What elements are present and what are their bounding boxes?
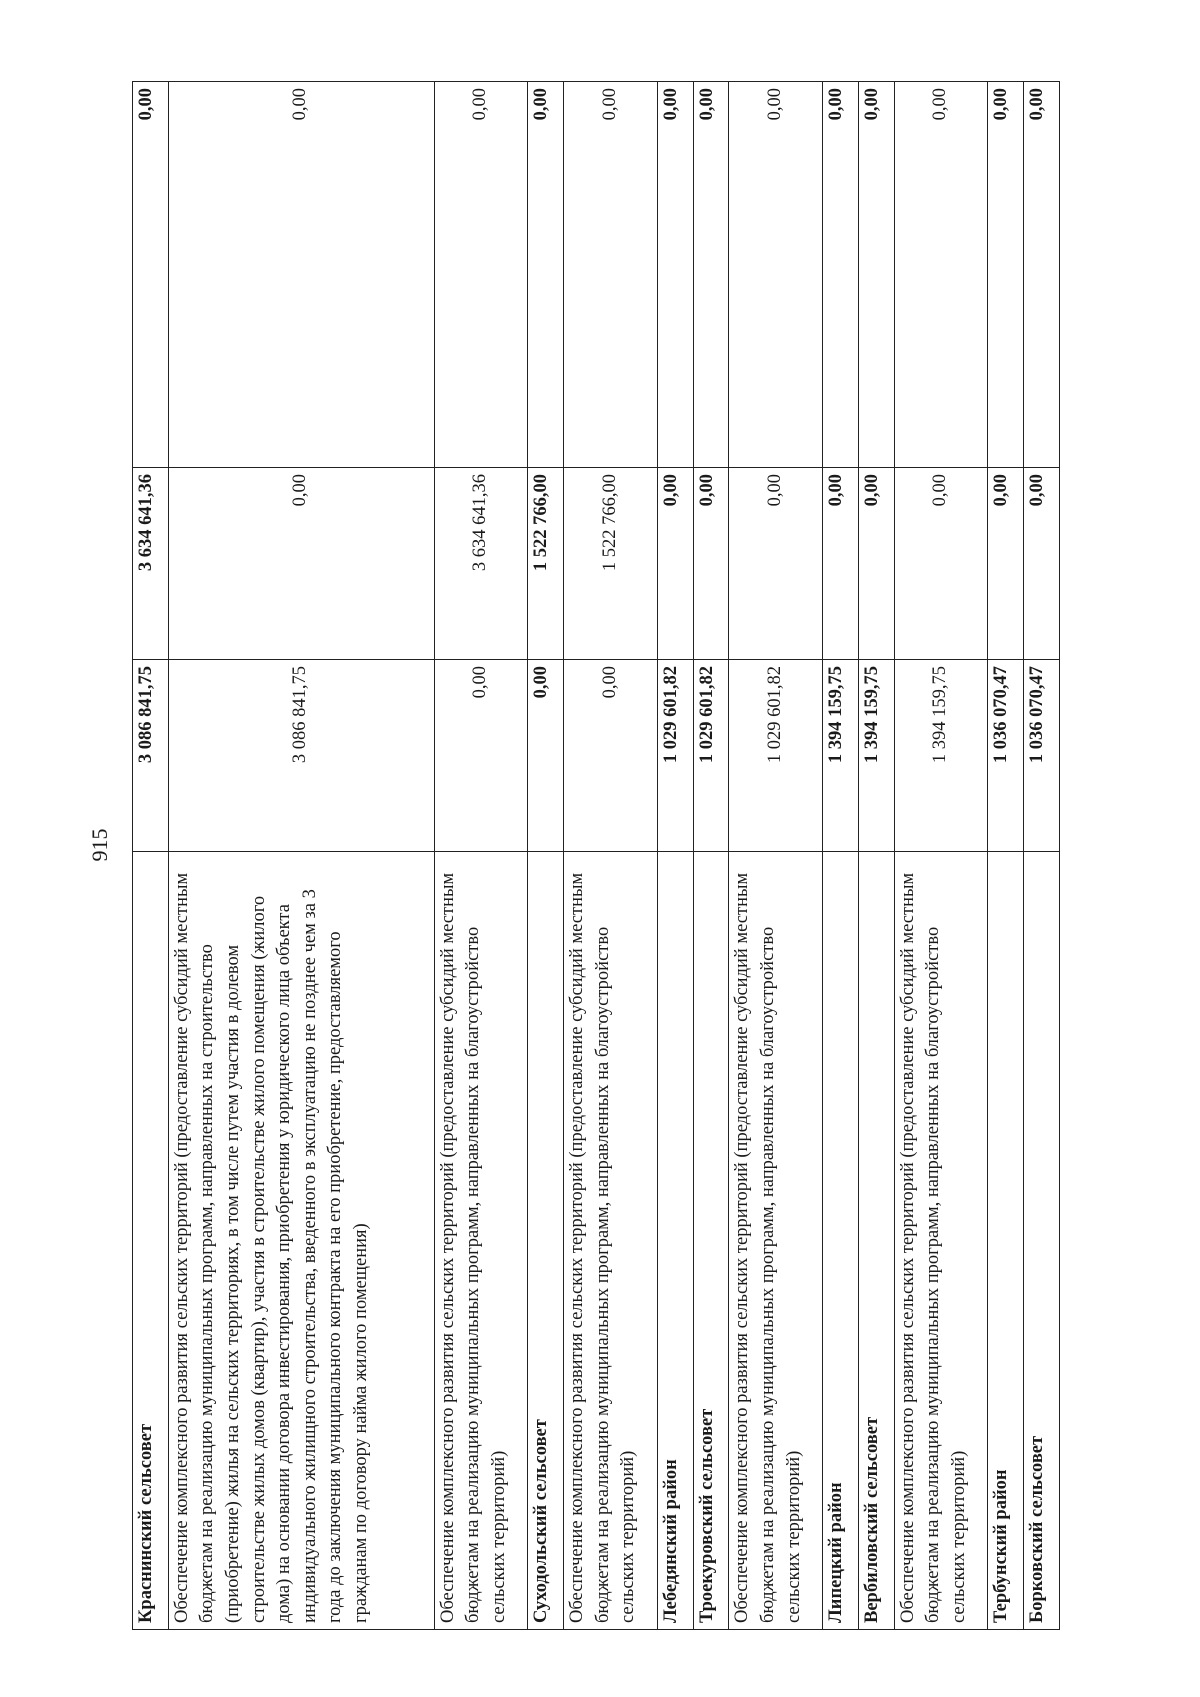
row-value-2: 1 522 766,00 [564,468,658,660]
row-value-2: 0,00 [729,468,823,660]
row-value-3: 0,00 [657,82,693,468]
row-name: Липецкий район [823,852,859,1630]
row-name: Суходольский сельсовет [528,852,564,1630]
row-value-3: 0,00 [693,82,729,468]
table-row [894,82,988,1630]
row-value-3: 0,00 [168,82,434,468]
row-value-1: 0,00 [528,660,564,852]
row-value-1: 3 086 841,75 [133,660,169,852]
row-name: Обеспечение комплексного развития сельских территорий (предоставление субсидий местным бюджетам на реализацию муниципальных программ, направленных на благоустройство сельских территорий) [434,852,528,1630]
table-row [657,82,693,1630]
row-value-2: 0,00 [823,468,859,660]
row-name: Краснинский сельсовет [133,852,169,1630]
row-name: Троекуровский сельсовет [693,852,729,1630]
row-value-1: 1 394 159,75 [858,660,894,852]
page-number: 915 [87,828,112,862]
row-value-3: 0,00 [434,82,528,468]
row-name: Борковский сельсовет [1024,852,1060,1630]
table-row [434,82,528,1630]
budget-table [132,81,1060,1630]
row-value-3: 0,00 [894,82,988,468]
row-value-2: 0,00 [858,468,894,660]
row-value-1: 3 086 841,75 [168,660,434,852]
row-name: Тербунский район [988,852,1024,1630]
table-row [1024,82,1060,1630]
row-value-3: 0,00 [133,82,169,468]
row-value-3: 0,00 [729,82,823,468]
row-value-2: 0,00 [693,468,729,660]
row-name: Обеспечение комплексного развития сельских территорий (предоставление субсидий местным бюджетам на реализацию муниципальных программ, направленных на строительство (приобретение) жилья на сельских территориях, в том числе путем участия в долевом строительстве жилых домов (квартир), участия в строительстве жилого помещения (жилого дома) на основании договора инвестирования, приобретения у юридического лица объекта индивидуального жилищного строительства, введенного в эксплуатацию не позднее чем за 3 года до заключения муниципального контракта на его приобретение, предоставляемого гражданам по договору найма жилого помещения) [168,852,434,1630]
row-value-1: 1 036 070,47 [988,660,1024,852]
row-value-1: 1 029 601,82 [729,660,823,852]
table-row [988,82,1024,1630]
row-value-1: 1 029 601,82 [693,660,729,852]
row-value-3: 0,00 [858,82,894,468]
row-value-2: 0,00 [168,468,434,660]
row-value-3: 0,00 [1024,82,1060,468]
table-row [729,82,823,1630]
row-value-1: 0,00 [564,660,658,852]
table-row [168,82,434,1630]
row-value-2: 3 634 641,36 [434,468,528,660]
row-value-2: 0,00 [657,468,693,660]
row-name: Лебедянский район [657,852,693,1630]
table-row [858,82,894,1630]
table-row [823,82,859,1630]
row-value-2: 3 634 641,36 [133,468,169,660]
row-value-3: 0,00 [988,82,1024,468]
row-name: Вербиловский сельсовет [858,852,894,1630]
rotated-page-content [132,82,1060,1630]
row-name: Обеспечение комплексного развития сельских территорий (предоставление субсидий местным бюджетам на реализацию муниципальных программ, направленных на благоустройство сельских территорий) [894,852,988,1630]
row-value-2: 0,00 [988,468,1024,660]
table-row [133,82,169,1630]
row-name: Обеспечение комплексного развития сельских территорий (предоставление субсидий местным бюджетам на реализацию муниципальных программ, направленных на благоустройство сельских территорий) [564,852,658,1630]
row-value-1: 1 394 159,75 [894,660,988,852]
row-value-1: 1 036 070,47 [1024,660,1060,852]
table-row [693,82,729,1630]
row-name: Обеспечение комплексного развития сельских территорий (предоставление субсидий местным бюджетам на реализацию муниципальных программ, направленных на благоустройство сельских территорий) [729,852,823,1630]
table-row [564,82,658,1630]
row-value-2: 0,00 [894,468,988,660]
row-value-2: 0,00 [1024,468,1060,660]
row-value-3: 0,00 [528,82,564,468]
row-value-3: 0,00 [823,82,859,468]
row-value-1: 1 029 601,82 [657,660,693,852]
row-value-1: 0,00 [434,660,528,852]
row-value-3: 0,00 [564,82,658,468]
row-value-2: 1 522 766,00 [528,468,564,660]
row-value-1: 1 394 159,75 [823,660,859,852]
table-row [528,82,564,1630]
